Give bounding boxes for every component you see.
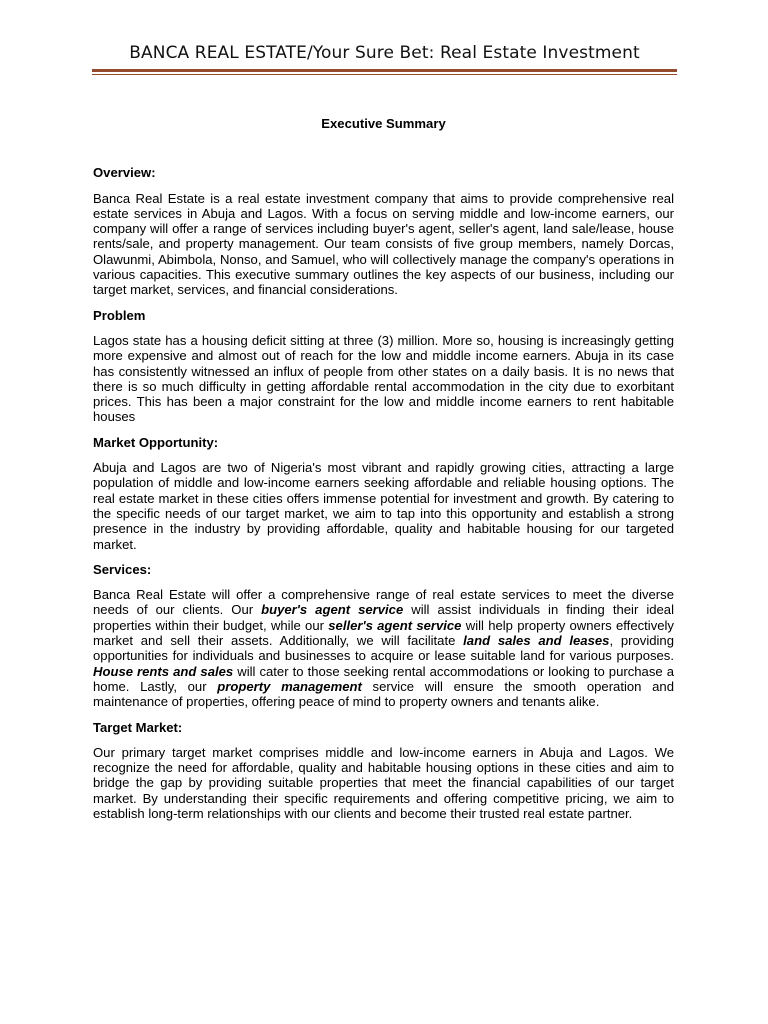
header-rule-thin <box>92 74 677 75</box>
running-header-title: BANCA REAL ESTATE/Your Sure Bet: Real Estate Investment <box>129 43 640 63</box>
property-management-emphasis: property management <box>217 678 362 694</box>
services-text-2: will assist individuals in finding their ideal properties within their budget, while our <box>93 602 674 633</box>
document-title: Executive Summary <box>321 116 446 131</box>
target-market-paragraph: Our primary target market comprises middle and low-income earners in Abuja and Lagos. We recognize the need for affordable, quality and habitable housing options in these cities and aim to bridge the gap by providing suitable properties that meet the financial capabilities of our target market. By understanding their specific requirements and offering competitive pricing, we aim to establish long-term relationships with our clients and become their trusted real estate partner. <box>93 744 674 821</box>
land-sales-leases-emphasis: land sales and leases <box>463 633 610 649</box>
services-text-4: , providing opportunities for individuals and businesses to acquire or lease suitable land for various purposes. <box>93 633 674 664</box>
document-body <box>93 116 674 831</box>
services-text-1: Banca Real Estate will offer a comprehensive range of real estate services to meet the diverse needs of our clients. Our <box>93 587 674 618</box>
overview-heading: Overview: <box>93 165 156 181</box>
services-text-3: will help property owners effectively market and sell their assets. Additionally, we will facilitate <box>93 617 674 649</box>
house-rents-sales-emphasis: House rents and sales <box>93 663 234 679</box>
target-market-heading: Target Market: <box>93 719 183 735</box>
problem-paragraph: Lagos state has a housing deficit sitting at three (3) million. More so, housing is increasingly getting more expensive and almost out of reach for the low and middle income earners. Abuja in its case has consistently witnessed an influx of people from other states on a daily basis. It is no news that there is so much difficulty in getting affordable rental accommodation in the city due to exorbitant prices. This has been a major constraint for the low and middle income earners to rent habitable houses <box>93 332 674 425</box>
header-rule-thick <box>92 69 677 72</box>
services-heading: Services: <box>93 561 152 577</box>
overview-paragraph: Banca Real Estate is a real estate investment company that aims to provide comprehensive real estate services in Abuja and Lagos. With a focus on serving middle and low-income earners, our company will offer a range of services including buyer's agent, seller's agent, land sale/lease, house rents/sale, and property management. Our team consists of five group members, namely Dorcas, Olawunmi, Abimbola, Nonso, and Samuel, who will collectively manage the company's operations in various capacities. This executive summary outlines the key aspects of our business, including our target market, services, and financial considerations. <box>93 190 674 298</box>
services-text-5: will cater to those seeking rental accommodations or looking to purchase a home. Lastly, our <box>93 663 674 694</box>
market-opportunity-heading: Market Opportunity: <box>93 434 219 450</box>
problem-heading: Problem <box>93 307 146 323</box>
market-opportunity-paragraph: Abuja and Lagos are two of Nigeria's most vibrant and rapidly growing cities, attracting a large population of middle and low-income earners seeking affordable and reliable housing options. The real estate market in these cities offers immense potential for investment and growth. By catering to the specific needs of our target market, we aim to tap into this opportunity and establish a strong presence in the industry by providing affordable, quality and habitable housing for our targeted market. <box>93 460 674 552</box>
services-paragraph <box>93 587 674 709</box>
services-text-6: service will ensure the smooth operation and maintenance of properties, offering peace of mind to property owners and tenants alike. <box>93 678 674 710</box>
buyers-agent-service-emphasis: buyer's agent service <box>261 602 404 618</box>
sellers-agent-service-emphasis: seller's agent service <box>328 617 462 633</box>
